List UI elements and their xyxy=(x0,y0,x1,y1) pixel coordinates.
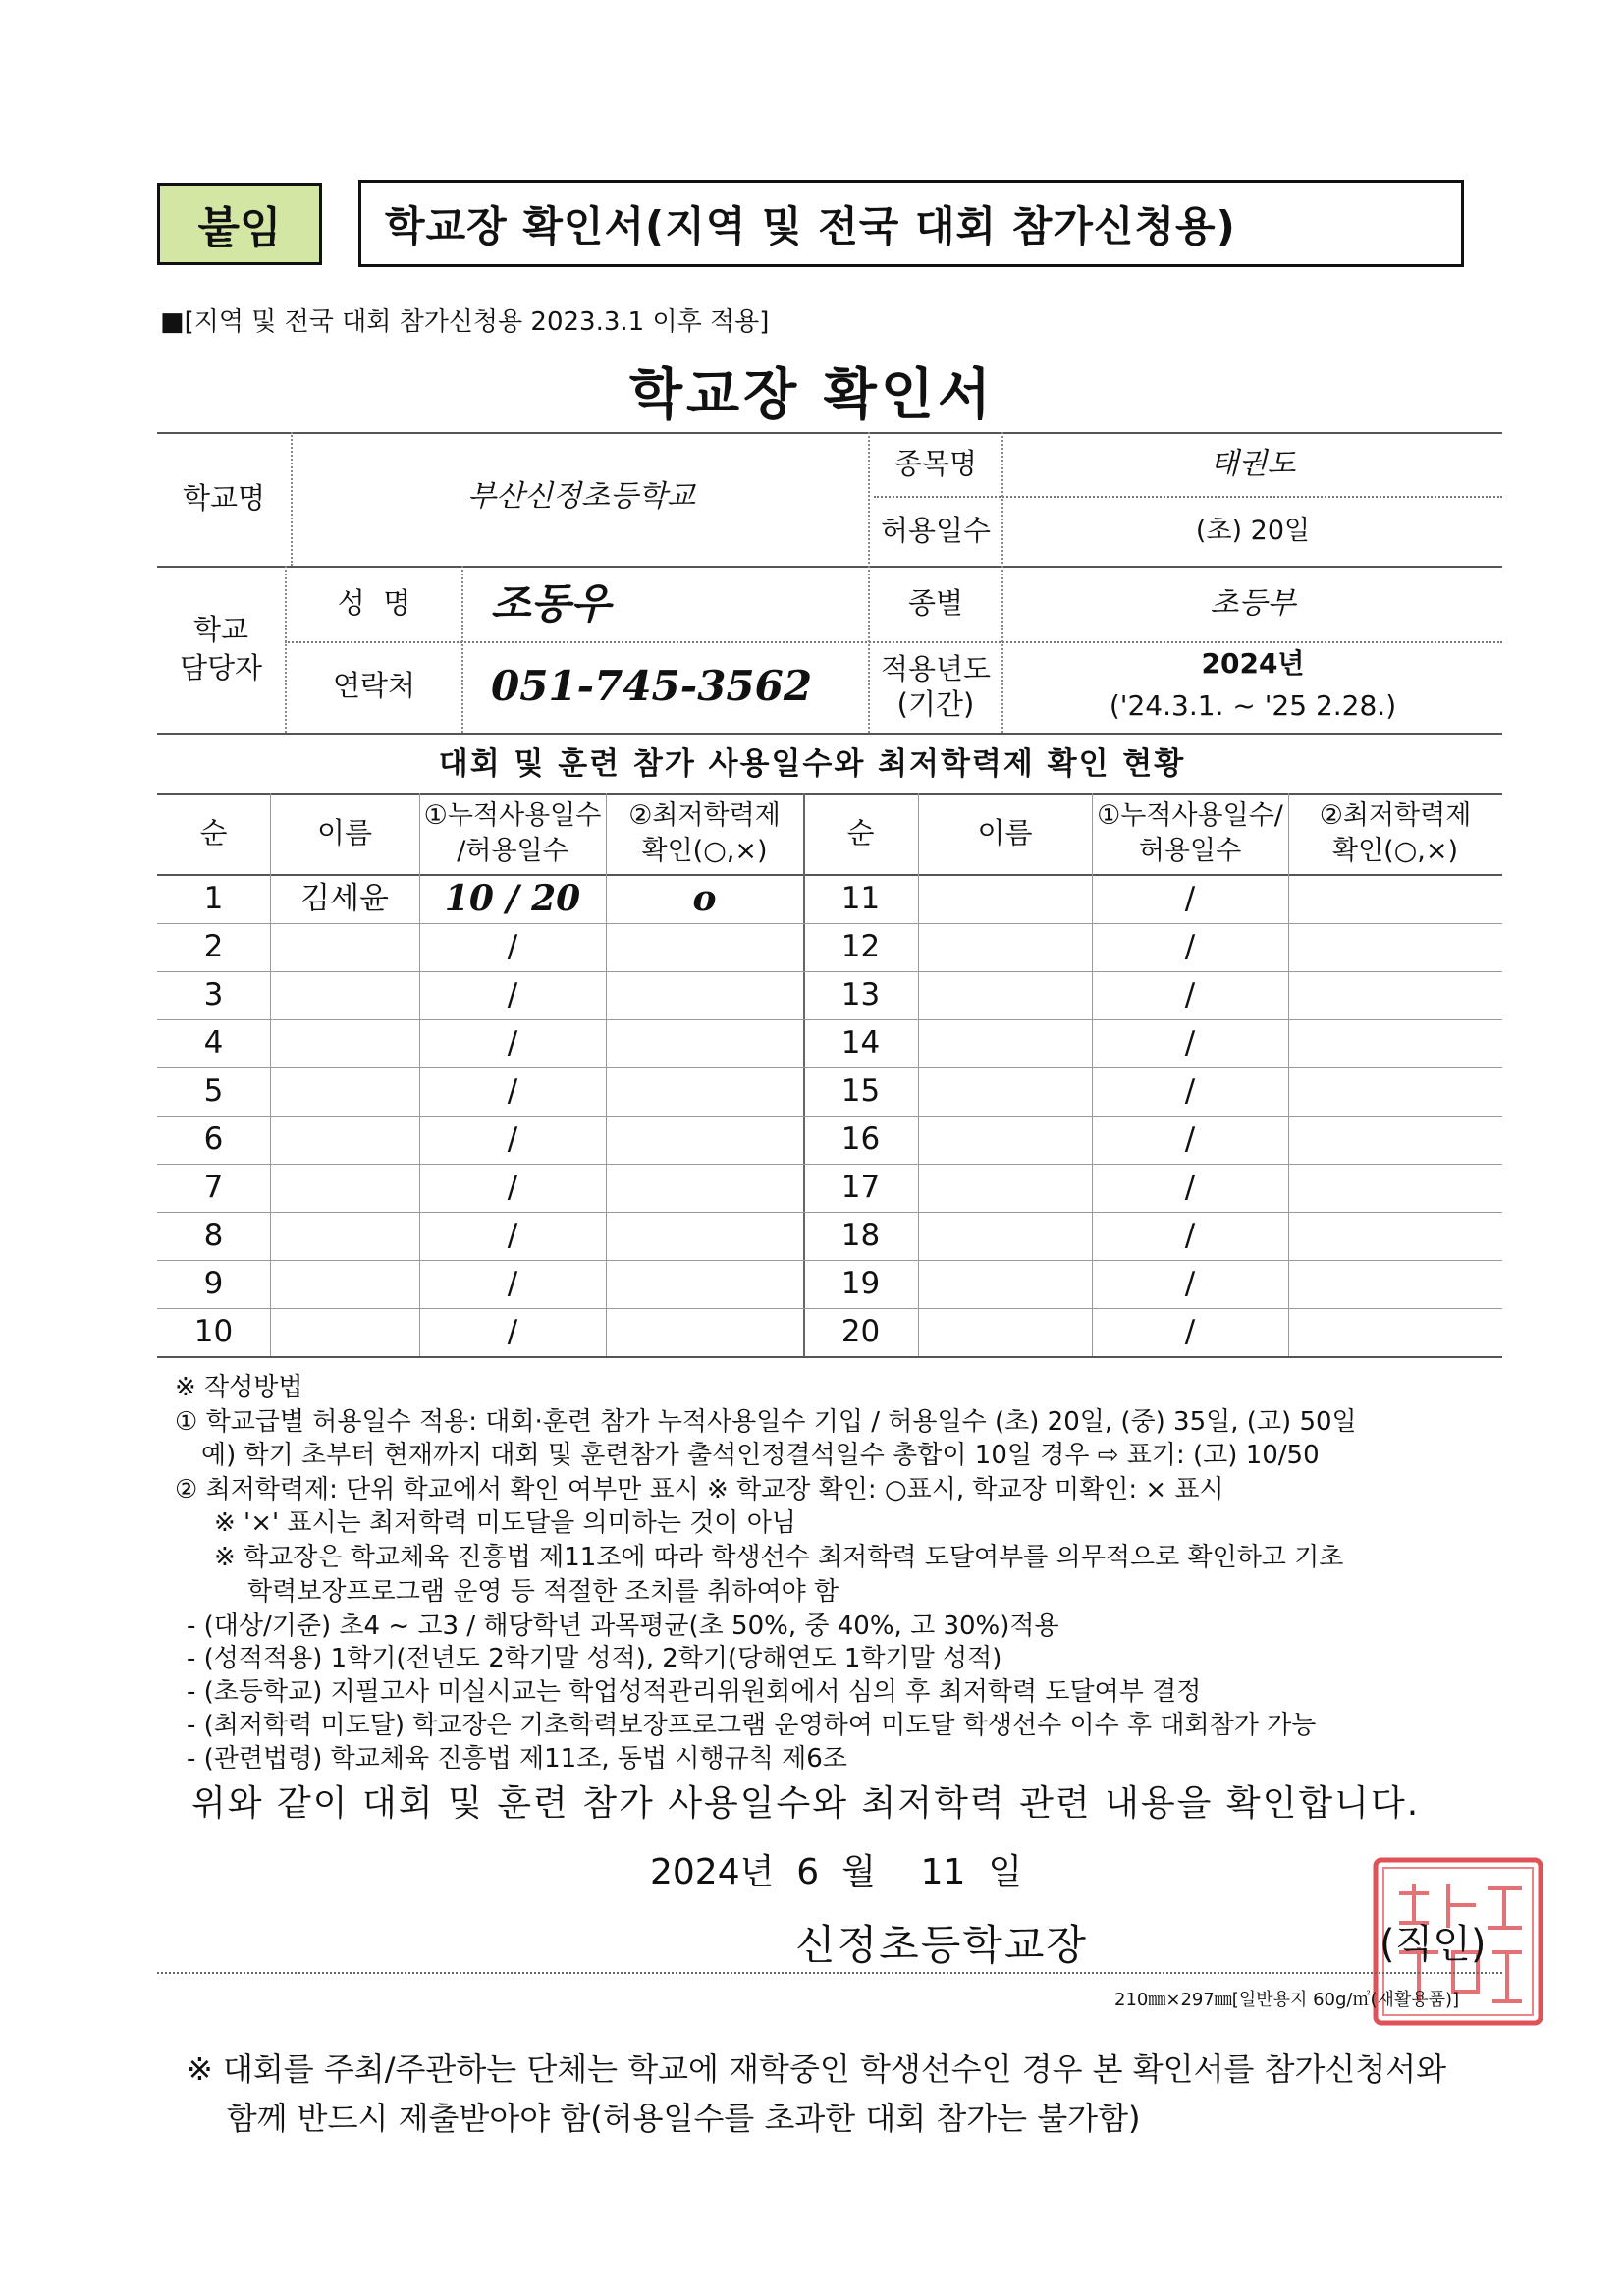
cell-no: 13 xyxy=(840,976,881,1012)
cell-name xyxy=(270,1309,419,1355)
confirmation-date: 2024년 6 월 11 일 xyxy=(650,1852,1023,1892)
contact-value: 051-745-3562 xyxy=(491,661,813,710)
header-no: 순 xyxy=(199,816,228,850)
school-name-label: 학교명 xyxy=(182,481,266,516)
cell-name xyxy=(270,972,419,1018)
cell-name xyxy=(270,924,419,970)
cell-check xyxy=(1288,1068,1502,1115)
year-value: 2024년 xyxy=(1201,647,1305,681)
cell-no: 9 xyxy=(203,1265,224,1301)
cell-check xyxy=(606,924,803,970)
cell-days: / xyxy=(1184,1265,1196,1301)
cell-no: 19 xyxy=(840,1265,881,1301)
cell-name xyxy=(918,1213,1092,1259)
cell-days: / xyxy=(507,1313,518,1349)
cell-check xyxy=(606,1213,803,1259)
cell-days: / xyxy=(1184,1120,1196,1157)
cell-check xyxy=(606,1309,803,1355)
method-line: - (초등학교) 지필고사 미실시교는 학업성적관리위원회에서 심의 후 최저학력 도달여부 결정 xyxy=(187,1677,1202,1707)
cell-no: 10 xyxy=(193,1313,234,1349)
cell-name xyxy=(270,1261,419,1307)
cell-no: 1 xyxy=(203,880,224,916)
cell-days: / xyxy=(507,1217,518,1253)
cell-no: 18 xyxy=(840,1217,881,1253)
year-period: ('24.3.1. ~ '25 2.28.) xyxy=(1109,689,1397,723)
division-value: 초등부 xyxy=(1210,585,1296,621)
year-label: 적용년도 (기간) xyxy=(880,651,992,721)
cell-days: / xyxy=(1184,1313,1196,1349)
cell-check xyxy=(1288,1261,1502,1307)
allowed-days-label: 허용일수 xyxy=(880,514,992,548)
document-title-box: 학교장 확인서(지역 및 전국 대회 참가신청용) xyxy=(358,180,1464,267)
allowed-days-value: (초) 20일 xyxy=(1195,515,1311,546)
cell-days: / xyxy=(1184,976,1196,1012)
cell-check xyxy=(1288,876,1502,922)
header-check: ②최저학력제 확인(○,×) xyxy=(1319,799,1472,866)
cell-check xyxy=(606,972,803,1018)
cell-no: 6 xyxy=(203,1120,224,1157)
cell-name xyxy=(918,924,1092,970)
cell-name xyxy=(918,1020,1092,1066)
cell-days: / xyxy=(507,1120,518,1157)
cell-days: / xyxy=(507,976,518,1012)
cell-no: 14 xyxy=(840,1024,881,1061)
cell-name xyxy=(270,1165,419,1211)
event-label: 종목명 xyxy=(893,447,978,481)
method-line: - (대상/기준) 초4 ~ 고3 / 해당학년 과목평균(초 50%, 중 40%, 고 30%)적용 xyxy=(187,1612,1059,1641)
cell-name xyxy=(270,1068,419,1115)
footnote: ※ 대회를 주최/주관하는 단체는 학교에 재학중인 학생선수인 경우 본 확인서를 참가신청서와 함께 반드시 제출받아야 함(허용일수를 초과한 대회 참가는 불가함) xyxy=(187,2050,1447,2137)
table-title: 대회 및 훈련 참가 사용일수와 최저학력제 확인 현황 xyxy=(438,746,1186,782)
cell-check xyxy=(1288,924,1502,970)
cell-days: / xyxy=(1184,880,1196,916)
confirmation-statement: 위와 같이 대회 및 훈련 참가 사용일수와 최저학력 관련 내용을 확인합니다. xyxy=(191,1783,1421,1824)
cell-check xyxy=(606,1261,803,1307)
cell-name xyxy=(918,1068,1092,1115)
cell-days: / xyxy=(1184,1169,1196,1205)
manager-name-signature: 조동우 xyxy=(491,578,611,628)
cell-no: 17 xyxy=(840,1169,881,1205)
cell-days: / xyxy=(507,1265,518,1301)
cell-no: 15 xyxy=(840,1072,881,1109)
main-title: 학교장 확인서 xyxy=(628,363,996,427)
cell-days: 10 / 20 xyxy=(444,878,581,920)
manager-name-label: 성 명 xyxy=(337,586,411,621)
cell-check xyxy=(606,1165,803,1211)
header-name: 이름 xyxy=(316,816,373,850)
event-value: 태권도 xyxy=(1210,446,1296,481)
cell-days: / xyxy=(507,1072,518,1109)
applicability-notice: ■[지역 및 전국 대회 참가신청용 2023.3.1 이후 적용] xyxy=(160,307,770,337)
cell-no: 2 xyxy=(203,928,224,964)
cell-days: / xyxy=(1184,1072,1196,1109)
school-name-value: 부산신정초등학교 xyxy=(467,478,695,514)
cell-name xyxy=(918,1261,1092,1307)
cell-no: 20 xyxy=(840,1313,881,1349)
method-line: ※ 작성방법 xyxy=(175,1373,303,1402)
cell-name xyxy=(918,972,1092,1018)
method-line: 예) 학기 초부터 현재까지 대회 및 훈련참가 출석인정결석일수 총합이 10일 경우 ⇨ 표기: (고) 10/50 xyxy=(201,1441,1320,1470)
cell-check xyxy=(1288,1117,1502,1163)
cell-check: o xyxy=(692,878,717,920)
manager-label: 학교 담당자 xyxy=(179,612,263,684)
cell-name xyxy=(270,1020,419,1066)
method-line: - (성적적용) 1학기(전년도 2학기말 성적), 2학기(당해연도 1학기말 성적) xyxy=(187,1644,1002,1673)
cell-name xyxy=(270,1213,419,1259)
cell-check xyxy=(606,1117,803,1163)
cell-days: / xyxy=(507,1024,518,1061)
cell-check xyxy=(606,1020,803,1066)
cell-name xyxy=(918,1165,1092,1211)
cell-name xyxy=(918,1117,1092,1163)
cell-no: 7 xyxy=(203,1169,224,1205)
cell-no: 12 xyxy=(840,928,881,964)
contact-label: 연락처 xyxy=(332,669,416,703)
cell-name xyxy=(918,876,1092,922)
cell-days: / xyxy=(507,1169,518,1205)
cell-check xyxy=(1288,972,1502,1018)
seal-label: (직인) xyxy=(1380,1922,1487,1967)
method-line: ※ 학교장은 학교체육 진흥법 제11조에 따라 학생선수 최저학력 도달여부를 의무적으로 확인하고 기초 xyxy=(214,1543,1344,1572)
cell-check xyxy=(1288,1165,1502,1211)
cell-check xyxy=(1288,1213,1502,1259)
paper-spec: 210㎜×297㎜[일반용지 60g/㎡(재활용품)] xyxy=(1114,1990,1460,2010)
method-line: ① 학교급별 허용일수 적용: 대회·훈련 참가 누적사용일수 기입 / 허용일수 (초) 20일, (중) 35일, (고) 50일 xyxy=(175,1407,1357,1437)
attachment-tag: 붙임 xyxy=(157,183,322,265)
header-days: ①누적사용일수/ 허용일수 xyxy=(1097,799,1283,866)
header-days: ①누적사용일수 /허용일수 xyxy=(423,799,602,866)
cell-no: 8 xyxy=(203,1217,224,1253)
cell-no: 4 xyxy=(203,1024,224,1061)
cell-name xyxy=(270,1117,419,1163)
method-line: - (최저학력 미도달) 학교장은 기초학력보장프로그램 운영하여 미도달 학생선수 이수 후 대회참가 가능 xyxy=(187,1711,1317,1740)
method-line: ② 최저학력제: 단위 학교에서 확인 여부만 표시 ※ 학교장 확인: ○표시, 학교장 미확인: × 표시 xyxy=(175,1475,1224,1504)
cell-no: 5 xyxy=(203,1072,224,1109)
header-no: 순 xyxy=(846,816,875,850)
cell-days: / xyxy=(1184,928,1196,964)
header-name: 이름 xyxy=(977,816,1033,850)
cell-days: / xyxy=(507,928,518,964)
cell-name: 김세윤 xyxy=(300,880,389,916)
cell-no: 16 xyxy=(840,1120,881,1157)
cell-days: / xyxy=(1184,1217,1196,1253)
method-line: ※ '×' 표시는 최저학력 미도달을 의미하는 것이 아님 xyxy=(214,1508,796,1538)
cell-check xyxy=(1288,1309,1502,1355)
method-line: 학력보장프로그램 운영 등 적절한 조치를 취하여야 함 xyxy=(247,1577,839,1607)
header-check: ②최저학력제 확인(○,×) xyxy=(628,799,781,866)
principal-title: 신정초등학교장 xyxy=(795,1921,1089,1969)
division-label: 종별 xyxy=(907,586,964,621)
cell-check xyxy=(606,1068,803,1115)
cell-days: / xyxy=(1184,1024,1196,1061)
cell-name xyxy=(918,1309,1092,1355)
cell-no: 3 xyxy=(203,976,224,1012)
cell-check xyxy=(1288,1020,1502,1066)
cell-no: 11 xyxy=(840,880,881,916)
method-line: - (관련법령) 학교체육 진흥법 제11조, 동법 시행규칙 제6조 xyxy=(187,1744,847,1774)
